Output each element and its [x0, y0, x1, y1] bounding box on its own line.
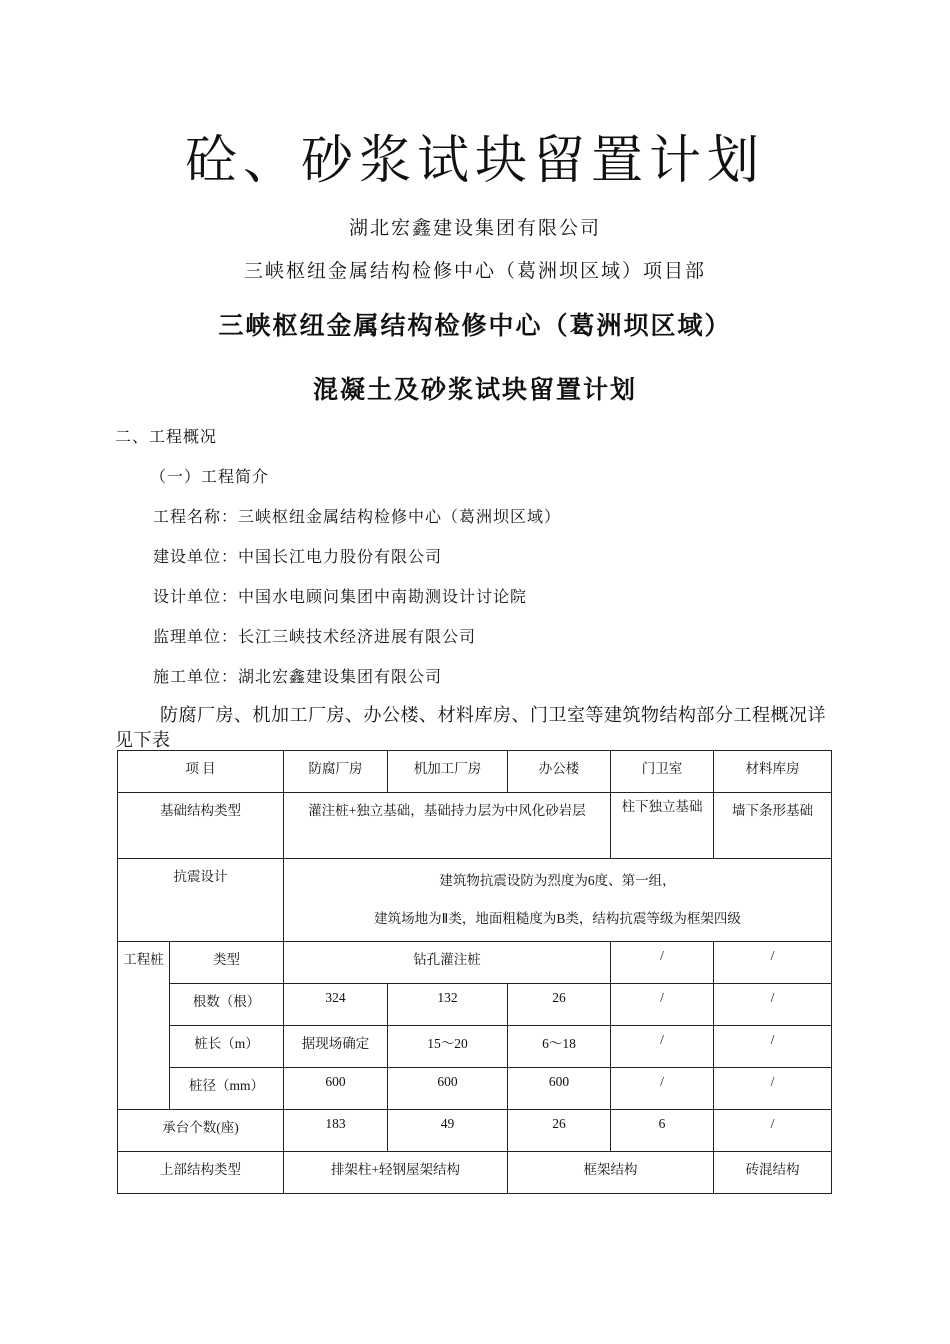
table-cell: 600	[284, 1068, 388, 1110]
table-cell: 6	[611, 1110, 714, 1152]
cell-upper-bent-frame: 排架柱+轻钢屋架结构	[284, 1152, 508, 1194]
table-cell: 据现场确定	[284, 1026, 388, 1068]
seismic-line-1: 建筑物抗震设防为烈度为6度、第一组，	[439, 873, 676, 888]
table-row-upper-structure	[118, 1152, 832, 1194]
cell-pile-type-guard: /	[611, 942, 714, 984]
table-cell: 26	[508, 1110, 611, 1152]
cell-pile-type: 钻孔灌注桩	[284, 942, 611, 984]
table-cell: /	[611, 984, 714, 1026]
header-guard-room: 门卫室	[611, 751, 714, 793]
table-cell: /	[714, 984, 832, 1026]
info-line-designer: 设计单位：中国水电顾问集团中南勘测设计讨论院	[153, 587, 528, 606]
plan-title: 混凝土及砂浆试块留置计划	[312, 375, 637, 404]
table-cell: /	[714, 1110, 832, 1152]
header-anticorrosion-plant: 防腐厂房	[284, 751, 388, 793]
project-department: 三峡枢纽金属结构检修中心（葛洲坝区域）项目部	[243, 260, 706, 282]
seismic-line-2: 建筑场地为Ⅱ类，地面粗糙度为B类，结构抗震等级为框架四级	[374, 911, 741, 926]
row-label-pile-caps: 承台个数(座)	[118, 1110, 284, 1152]
table-cell: 183	[284, 1110, 388, 1152]
table-cell: 600	[388, 1068, 508, 1110]
subsection-heading: （一）工程简介	[150, 467, 270, 486]
table-cell: /	[611, 1068, 714, 1110]
cell-foundation-guard: 柱下独立基础	[611, 793, 714, 859]
table-cell: 6～18	[508, 1026, 611, 1068]
row-label-pile-type: 类型	[170, 942, 284, 984]
table-row-pile-length	[118, 1026, 832, 1068]
header-item: 项 目	[118, 751, 284, 793]
table-cell: /	[714, 1068, 832, 1110]
section-heading: 二、工程概况	[115, 427, 218, 446]
table-cell: 132	[388, 984, 508, 1026]
table-cell: 15～20	[388, 1026, 508, 1068]
table-header-row	[118, 751, 832, 793]
row-label-seismic: 抗震设计	[118, 859, 284, 942]
info-line-owner: 建设单位：中国长江电力股份有限公司	[153, 547, 443, 566]
header-machining-plant: 机加工厂房	[388, 751, 508, 793]
cell-seismic	[284, 859, 832, 942]
table-cell: /	[714, 1026, 832, 1068]
table-row-pile-caps	[118, 1110, 832, 1152]
table-cell: 49	[388, 1110, 508, 1152]
table-row-pile-diameter	[118, 1068, 832, 1110]
structure-overview-table	[117, 750, 832, 1194]
cell-upper-frame: 框架结构	[508, 1152, 714, 1194]
row-label-pile-diameter: 桩径（mm）	[170, 1068, 284, 1110]
cell-foundation-main: 灌注桩+独立基础，基础持力层为中风化砂岩层	[284, 793, 611, 859]
header-material-storage: 材料库房	[714, 751, 832, 793]
table-row-pile-type	[118, 942, 832, 984]
row-label-pile-count: 根数（根）	[170, 984, 284, 1026]
row-label-upper-structure: 上部结构类型	[118, 1152, 284, 1194]
table-cell: 600	[508, 1068, 611, 1110]
row-label-pile-length: 桩长（m）	[170, 1026, 284, 1068]
table-row-foundation	[118, 793, 832, 859]
table-cell: /	[611, 1026, 714, 1068]
row-label-foundation: 基础结构类型	[118, 793, 284, 859]
table-row-seismic	[118, 859, 832, 942]
header-office-building: 办公楼	[508, 751, 611, 793]
project-title: 三峡枢纽金属结构检修中心（葛洲坝区域）	[218, 311, 732, 340]
cell-pile-type-storage: /	[714, 942, 832, 984]
company-name: 湖北宏鑫建设集团有限公司	[348, 217, 601, 239]
table-cell: 324	[284, 984, 388, 1026]
info-line-project-name: 工程名称：三峡枢纽金属结构检修中心（葛洲坝区域）	[153, 507, 562, 526]
cell-upper-masonry: 砖混结构	[714, 1152, 832, 1194]
cell-foundation-storage: 墙下条形基础	[714, 793, 832, 859]
main-title: 砼、砂浆试块留置计划	[184, 131, 765, 191]
table-row-pile-count	[118, 984, 832, 1026]
info-line-supervisor: 监理单位：长江三峡技术经济进展有限公司	[153, 627, 477, 646]
table-cell: 26	[508, 984, 611, 1026]
row-group-piles: 工程桩	[118, 942, 170, 1110]
intro-paragraph: 防腐厂房、机加工厂房、办公楼、材料库房、门卫室等建筑物结构部分工程概况详见下表	[115, 705, 826, 750]
info-line-contractor: 施工单位：湖北宏鑫建设集团有限公司	[153, 667, 443, 686]
